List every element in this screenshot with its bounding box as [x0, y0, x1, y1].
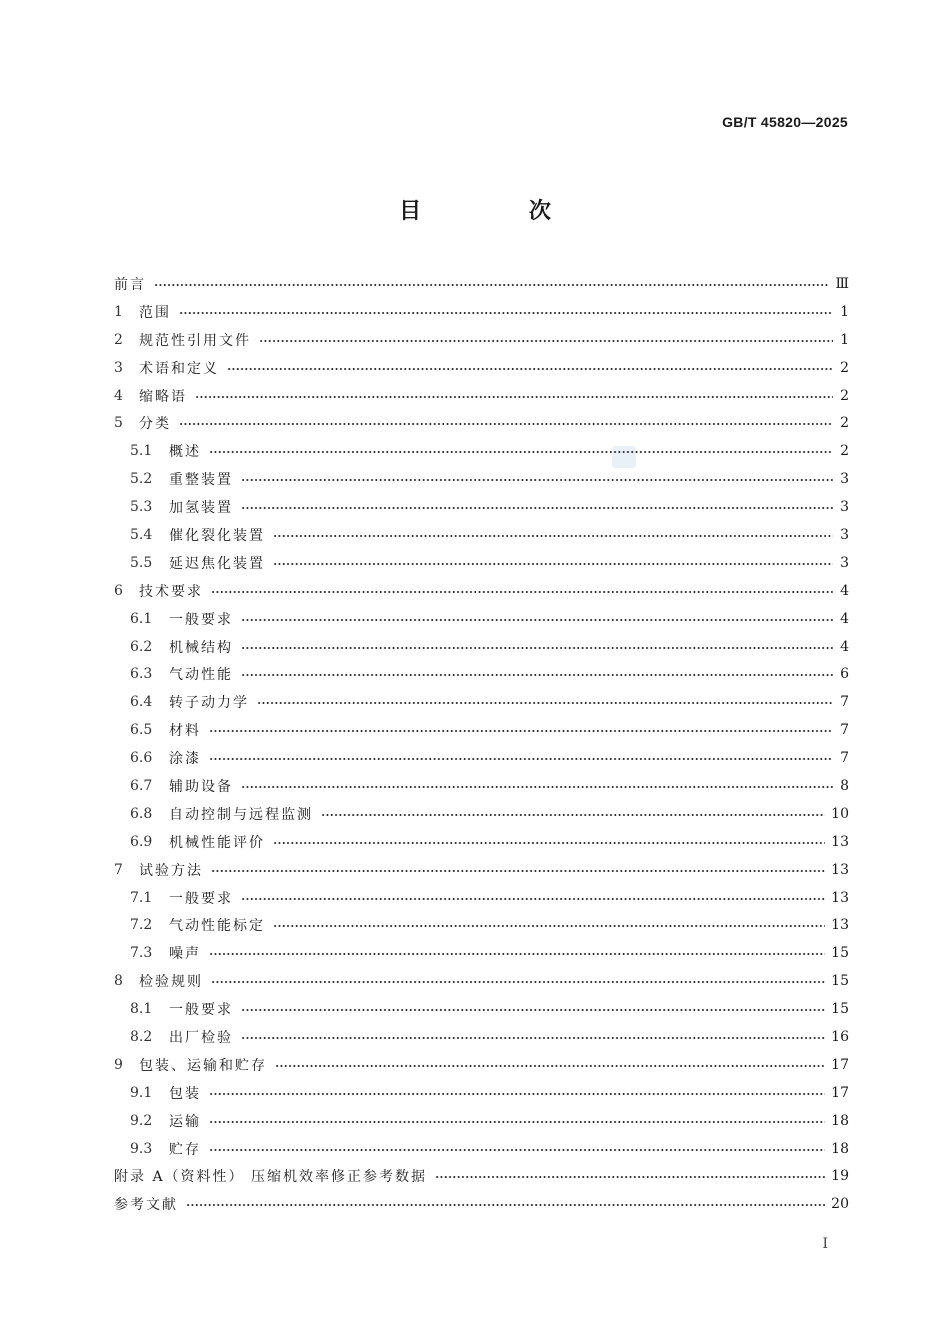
toc-title: 目 次: [399, 199, 601, 224]
toc-entry-number: 6.6: [130, 750, 153, 767]
toc-entry-label: 机械结构: [169, 639, 233, 656]
toc-entry-label: 辅助设备: [169, 778, 233, 795]
toc-entry-number: 5.3: [130, 499, 153, 516]
toc-entry-number: 9.2: [130, 1112, 153, 1129]
toc-entry-number: 5: [114, 415, 123, 432]
toc-entry-label: 一般要求: [169, 890, 233, 907]
dot-leader: [186, 1204, 825, 1206]
toc-entry-label: 涂漆: [169, 751, 201, 768]
toc-entry-page: 7: [840, 750, 849, 767]
toc-entry[interactable]: [114, 521, 849, 549]
toc-entry-number: 7.1: [130, 889, 153, 906]
toc-entry[interactable]: [114, 884, 849, 912]
toc-entry-page: 4: [840, 638, 849, 655]
dot-leader: [209, 953, 825, 955]
toc-entry-label: 规范性引用文件: [139, 332, 251, 349]
dot-leader: [321, 814, 825, 816]
toc-entry-number: 4: [114, 387, 123, 404]
toc-entry[interactable]: [114, 828, 849, 856]
toc-entry-page: 13: [831, 833, 849, 850]
toc-entry-page: 18: [831, 1112, 849, 1129]
toc-entry[interactable]: [114, 409, 849, 437]
toc-entry-page: 2: [840, 443, 849, 460]
dot-leader: [241, 647, 833, 649]
toc-entry-number: 6.1: [130, 610, 153, 627]
toc-entry-label: 技术要求: [139, 583, 203, 600]
toc-entry-page: 10: [831, 805, 849, 822]
toc-entry-page: 17: [831, 1056, 849, 1073]
toc-entry-page: 13: [831, 917, 849, 934]
dot-leader: [273, 925, 825, 927]
dot-leader: [154, 284, 829, 286]
standard-code: GB/T 45820—2025: [722, 114, 848, 130]
toc-entry-page: 15: [831, 973, 849, 990]
toc-entry[interactable]: [114, 354, 849, 382]
toc-entry-page: 3: [840, 526, 849, 543]
dot-leader: [209, 1121, 825, 1123]
toc-entry-number: 6.4: [130, 694, 153, 711]
toc-entry-number: 6.3: [130, 666, 153, 683]
toc-entry-number: 5.1: [130, 443, 153, 460]
toc-entry-label: 气动性能标定: [169, 918, 265, 935]
toc-entry-label: 范围: [139, 304, 171, 321]
toc-entry-number: 1: [114, 303, 123, 320]
toc-entry[interactable]: [114, 1163, 849, 1191]
toc-entry-label: 机械性能评价: [169, 834, 265, 851]
toc-entry-number: 8: [114, 973, 123, 990]
dot-leader: [209, 451, 833, 453]
toc-entry-label: 重整装置: [169, 472, 233, 489]
toc-entry-number: 7.2: [130, 917, 153, 934]
toc-entry-page: 16: [831, 1028, 849, 1045]
toc-entry-page: 3: [840, 499, 849, 516]
toc-entry[interactable]: [114, 382, 849, 410]
toc-entry-label: 运输: [169, 1113, 201, 1130]
toc-entry[interactable]: [114, 465, 849, 493]
toc-entry[interactable]: [114, 688, 849, 716]
toc-entry-page: 20: [831, 1196, 849, 1213]
toc-entry[interactable]: [114, 856, 849, 884]
toc-entry-label: 加氢装置: [169, 500, 233, 517]
toc-entry-label: 包装: [169, 1085, 201, 1102]
toc-entry-page: 8: [840, 777, 849, 794]
dot-leader: [259, 340, 833, 342]
toc-entry-page: 2: [840, 359, 849, 376]
dot-leader: [179, 312, 833, 314]
dot-leader: [211, 591, 833, 593]
dot-leader: [211, 981, 825, 983]
toc-entry-number: 6.9: [130, 833, 153, 850]
toc-entry-number: 6.5: [130, 722, 153, 739]
dot-leader: [273, 842, 825, 844]
toc-entry[interactable]: [114, 270, 849, 298]
toc-entry-number: 6.7: [130, 777, 153, 794]
toc-entry-number: 5.2: [130, 471, 153, 488]
toc-entry-label: 包装、运输和贮存: [139, 1057, 267, 1074]
toc-entry[interactable]: [114, 744, 849, 772]
toc-entry-number: 6.2: [130, 638, 153, 655]
toc-entry-page: 18: [831, 1140, 849, 1157]
toc-entry[interactable]: [114, 577, 849, 605]
toc-entry[interactable]: [114, 326, 849, 354]
dot-leader: [241, 507, 833, 509]
toc-entry-number: 6.8: [130, 805, 153, 822]
toc-entry-label: 催化裂化装置: [169, 527, 265, 544]
toc-entry[interactable]: [114, 1135, 849, 1163]
toc-entry[interactable]: [114, 1107, 849, 1135]
toc-entry-page: 1: [840, 303, 849, 320]
dot-leader: [275, 1065, 825, 1067]
toc-entry-page: 17: [831, 1084, 849, 1101]
toc-entry[interactable]: [114, 1079, 849, 1107]
toc-entry-label: 气动性能: [169, 667, 233, 684]
toc-entry[interactable]: [114, 800, 849, 828]
toc-entry-label: 试验方法: [139, 862, 203, 879]
toc-entry-page: 15: [831, 1001, 849, 1018]
dot-leader: [209, 1093, 825, 1095]
dot-leader: [209, 730, 833, 732]
dot-leader: [241, 479, 833, 481]
toc-entry[interactable]: [114, 1190, 849, 1218]
toc-entry[interactable]: [114, 1023, 849, 1051]
toc-entry-number: 9.1: [130, 1084, 153, 1101]
toc-entry-page: 6: [840, 666, 849, 683]
toc-entry-number: 7.3: [130, 945, 153, 962]
toc-entry-page: 2: [840, 415, 849, 432]
toc-entry-label: 出厂检验: [169, 1029, 233, 1046]
toc-entry-label: 术语和定义: [139, 360, 219, 377]
dot-leader: [241, 786, 833, 788]
toc-entry-page: 19: [831, 1168, 849, 1185]
toc-entry-number: 2: [114, 331, 123, 348]
toc-entry[interactable]: [114, 605, 849, 633]
toc-entry[interactable]: [114, 437, 849, 465]
dot-leader: [273, 535, 833, 537]
dot-leader: [227, 368, 833, 370]
page-number: Ⅰ: [822, 1236, 828, 1252]
dot-leader: [273, 563, 833, 565]
dot-leader: [241, 619, 833, 621]
dot-leader: [241, 1009, 825, 1011]
dot-leader: [209, 1149, 825, 1151]
toc-entry-label: 噪声: [169, 946, 201, 963]
toc-entry[interactable]: [114, 493, 849, 521]
dot-leader: [241, 674, 833, 676]
toc-entry-label: 贮存: [169, 1141, 201, 1158]
toc-entry-label: 材料: [169, 723, 201, 740]
toc-entry-number: 5.5: [130, 554, 153, 571]
toc-entry-label: 延迟焦化装置: [169, 555, 265, 572]
toc-entry[interactable]: [114, 1051, 849, 1079]
dot-leader: [241, 1037, 825, 1039]
toc-entry-page: 15: [831, 945, 849, 962]
toc-entry[interactable]: [114, 995, 849, 1023]
toc-entry-label: 附录 A（资料性） 压缩机效率修正参考数据: [114, 1169, 428, 1186]
toc-entry-number: 8.2: [130, 1028, 153, 1045]
toc-entry[interactable]: [114, 633, 849, 661]
toc-entry-number: 3: [114, 359, 123, 376]
table-of-contents: [114, 270, 849, 1218]
dot-leader: [241, 898, 825, 900]
dot-leader: [257, 702, 833, 704]
toc-entry-page: 13: [831, 889, 849, 906]
toc-entry-page: 2: [840, 387, 849, 404]
toc-entry[interactable]: [114, 911, 849, 939]
toc-entry-page: 4: [840, 610, 849, 627]
toc-entry-page: 7: [840, 722, 849, 739]
dot-leader: [211, 870, 825, 872]
toc-entry-number: 9: [114, 1056, 123, 1073]
toc-entry-label: 概述: [169, 444, 201, 461]
toc-entry-label: 参考文献: [114, 1197, 178, 1214]
toc-entry[interactable]: [114, 298, 849, 326]
dot-leader: [195, 396, 833, 398]
toc-entry-label: 分类: [139, 416, 171, 433]
toc-entry-page: 7: [840, 694, 849, 711]
toc-entry-label: 检验规则: [139, 974, 203, 991]
dot-leader: [209, 758, 833, 760]
toc-entry-page: 3: [840, 554, 849, 571]
toc-entry[interactable]: [114, 549, 849, 577]
dot-leader: [435, 1176, 825, 1178]
toc-entry-label: 一般要求: [169, 611, 233, 628]
toc-entry[interactable]: [114, 716, 849, 744]
toc-entry-number: 7: [114, 861, 123, 878]
toc-entry-number: 6: [114, 582, 123, 599]
toc-entry-page: 13: [831, 861, 849, 878]
toc-entry-page: 4: [840, 582, 849, 599]
toc-entry-label: 一般要求: [169, 1002, 233, 1019]
toc-entry-label: 缩略语: [139, 388, 187, 405]
toc-entry-page: Ⅲ: [835, 275, 849, 292]
toc-entry[interactable]: [114, 660, 849, 688]
toc-entry-number: 8.1: [130, 1001, 153, 1018]
toc-entry[interactable]: [114, 939, 849, 967]
toc-entry-page: 1: [840, 331, 849, 348]
toc-entry-label: 转子动力学: [169, 695, 249, 712]
toc-entry-page: 3: [840, 471, 849, 488]
toc-entry-number: 5.4: [130, 526, 153, 543]
toc-entry-label: 前言: [114, 276, 146, 293]
toc-entry[interactable]: [114, 967, 849, 995]
toc-entry-number: 9.3: [130, 1140, 153, 1157]
toc-entry[interactable]: [114, 772, 849, 800]
dot-leader: [179, 423, 833, 425]
toc-entry-label: 自动控制与远程监测: [169, 806, 313, 823]
